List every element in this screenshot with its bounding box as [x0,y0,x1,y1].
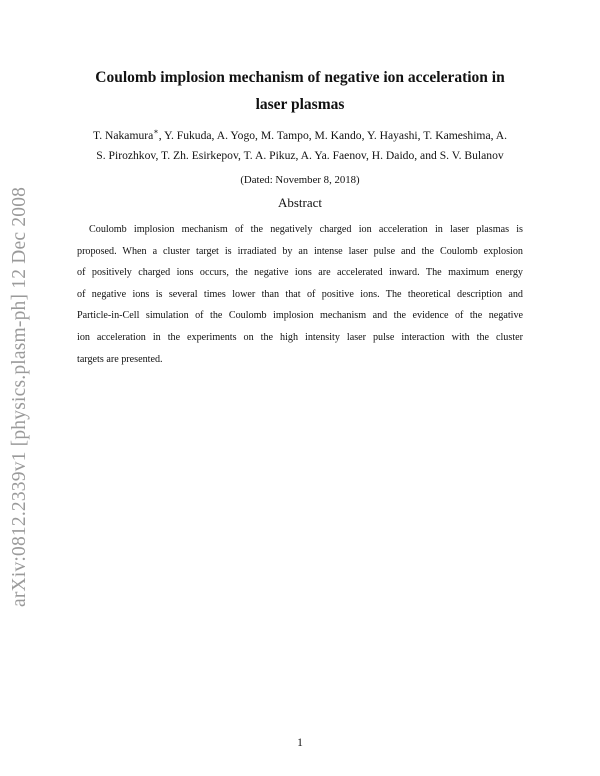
author-list-line-1 [66,126,534,146]
paper-title-line-2: laser plasmas [255,96,345,113]
abstract-line: of negative ions is several times lower than that of positive ions. The theoretical description and [77,288,523,300]
arxiv-identifier-stamp[interactable]: arXiv:0812.2339v1 [physics.plasm-ph] 12 Dec 2008 [9,186,30,607]
dated-line: (Dated: November 8, 2018) [240,174,360,186]
abstract-line: Coulomb implosion mechanism of the negatively charged ion acceleration in laser plasmas is [89,224,523,235]
abstract-line: targets are presented. [77,353,163,365]
first-author: T. Nakamura [92,129,154,142]
paper-title [70,64,530,118]
abstract-body [77,219,523,370]
author-list-line-1-rest: , Y. Fukuda, A. Yogo, M. Tampo, M. Kando, Y. Hayashi, T. Kameshima, A. [158,129,508,142]
abstract-heading: Abstract [277,195,323,210]
abstract-line: Particle-in-Cell simulation of the Coulomb implosion mechanism and the evidence of the negative [77,310,523,322]
abstract-line: proposed. When a cluster target is irradiated by an intense laser pulse and the Coulomb explosion [77,245,523,257]
paper-title-line-1: Coulomb implosion mechanism of negative ion acceleration in [95,69,505,86]
corresponding-author-mark[interactable]: ∗ [153,127,159,137]
author-list [66,126,534,166]
page-number: 1 [297,737,303,749]
author-list-line-2: S. Pirozhkov, T. Zh. Esirkepov, T. A. Pikuz, A. Ya. Faenov, H. Daido, and S. V. Bulanov [96,149,504,162]
abstract-line: ion acceleration in the experiments on the high intensity laser pulse interaction with the cluster [77,331,523,343]
abstract-line: of positively charged ions occurs, the negative ions are accelerated inward. The maximum energy [77,267,523,279]
